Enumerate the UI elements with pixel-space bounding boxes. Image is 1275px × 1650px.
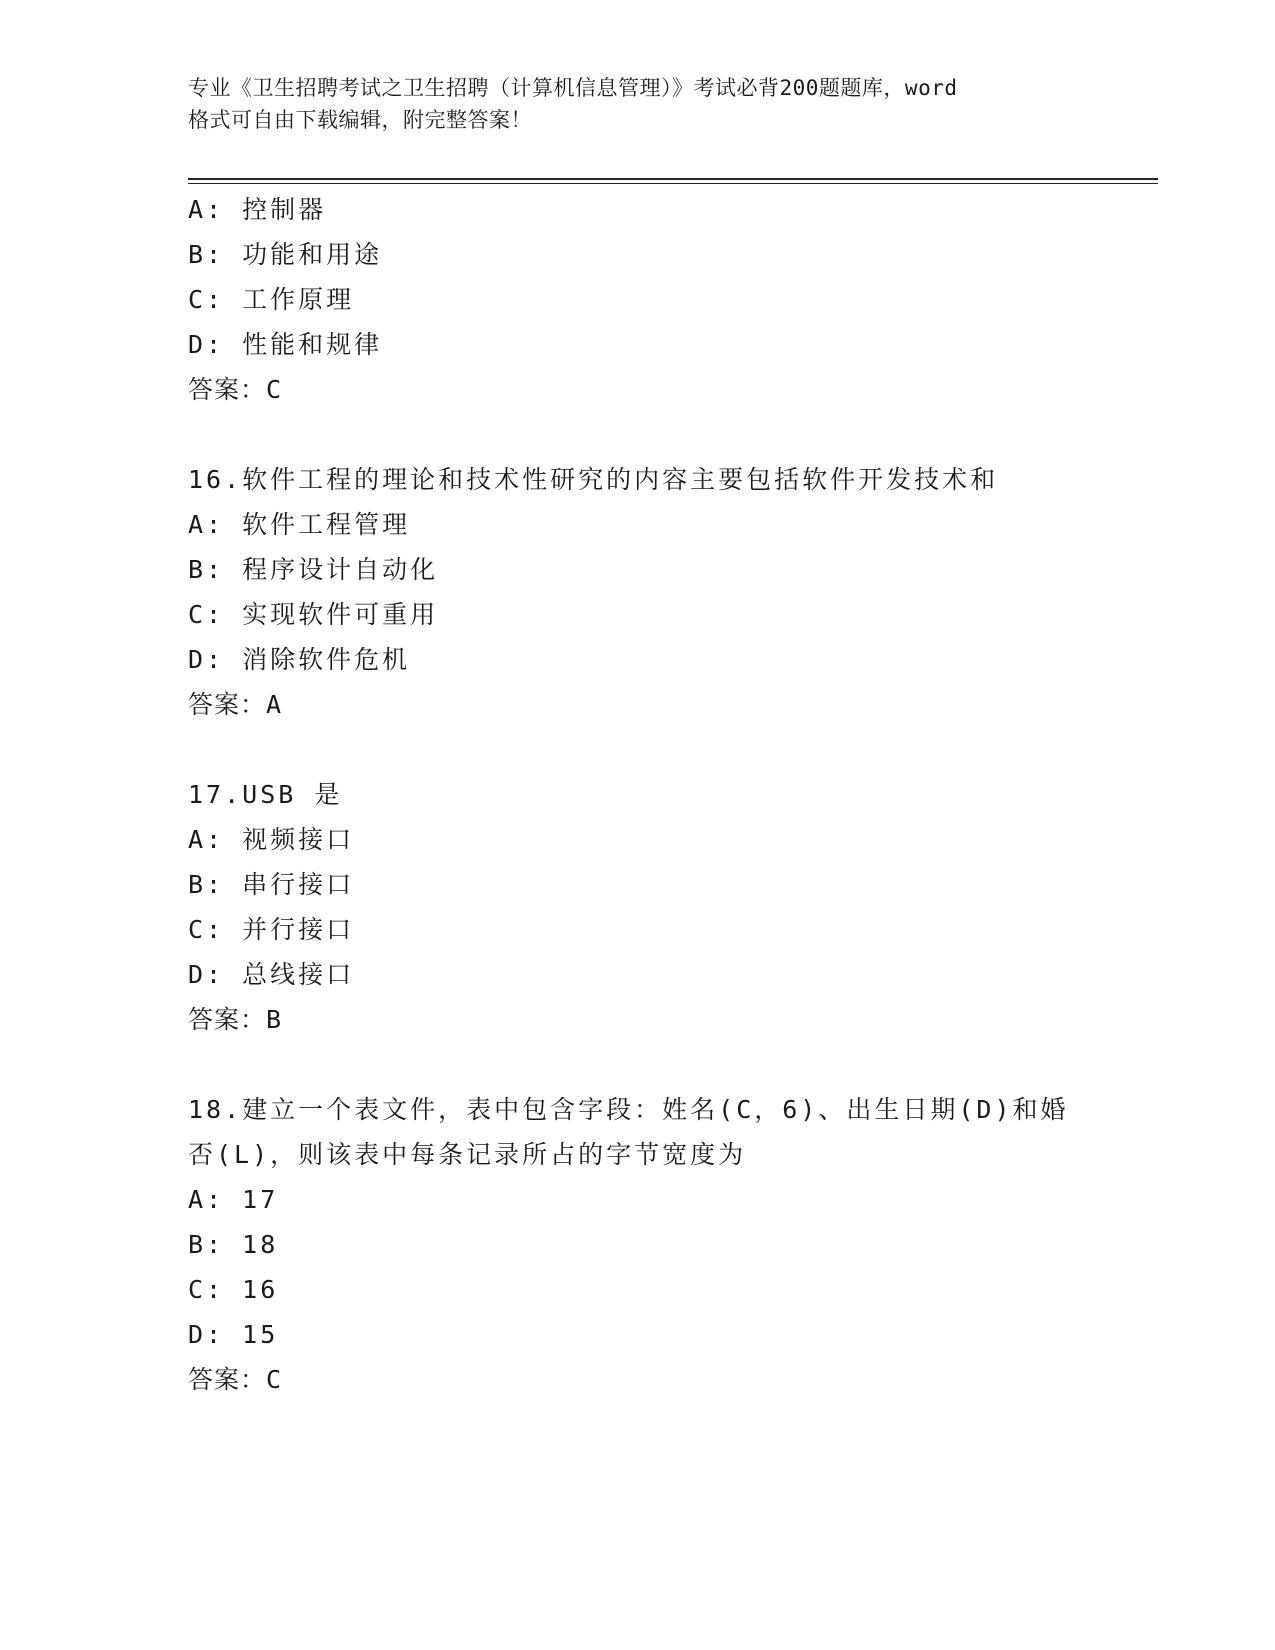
- answer-label: 答案：: [188, 690, 267, 719]
- q18-option-c: C: 16: [188, 1275, 279, 1304]
- q15-option-d: D: 性能和规律: [188, 330, 383, 359]
- q18-question-line-1: 18.建立一个表文件，表中包含字段：姓名(C，6)、出生日期(D)和婚: [188, 1095, 1069, 1124]
- q15-option-b: B: 功能和用途: [188, 240, 383, 269]
- q16-option-b: B: 程序设计自动化: [188, 555, 439, 584]
- answer-label: 答案：: [188, 375, 267, 404]
- answer-value: C: [266, 375, 283, 404]
- header-divider-bottom: [188, 183, 1158, 184]
- header-divider-top: [188, 178, 1158, 180]
- q17-question: 17.USB 是: [188, 780, 343, 809]
- q16-answer: [188, 689, 282, 721]
- q17-option-b: B: 串行接口: [188, 870, 355, 899]
- answer-label: 答案：: [188, 1365, 267, 1394]
- q17-option-c: C: 并行接口: [188, 915, 355, 944]
- q15-option-a: A: 控制器: [188, 195, 327, 224]
- q16-option-a: A: 软件工程管理: [188, 510, 411, 539]
- answer-value: C: [266, 1365, 283, 1394]
- q18-option-b: B: 18: [188, 1230, 279, 1259]
- q18-option-d: D: 15: [188, 1320, 279, 1349]
- q17-answer: [188, 1004, 282, 1036]
- q17-option-a: A: 视频接口: [188, 825, 355, 854]
- q15-option-c: C: 工作原理: [188, 285, 355, 314]
- header-line-1: 专业《卫生招聘考试之卫生招聘（计算机信息管理）》考试必背200题题库，word: [188, 76, 958, 100]
- header-line-2: 格式可自由下载编辑，附完整答案！: [188, 108, 532, 132]
- answer-label: 答案：: [188, 1005, 267, 1034]
- answer-value: B: [266, 1005, 283, 1034]
- q17-option-d: D: 总线接口: [188, 960, 355, 989]
- q18-question-line-2: 否(L)，则该表中每条记录所占的字节宽度为: [188, 1140, 747, 1169]
- q15-answer: [188, 374, 282, 406]
- q16-option-c: C: 实现软件可重用: [188, 600, 439, 629]
- document-header: [188, 72, 1088, 136]
- q18-option-a: A: 17: [188, 1185, 279, 1214]
- answer-value: A: [266, 690, 283, 719]
- q16-option-d: D: 消除软件危机: [188, 645, 411, 674]
- q16-question: 16.软件工程的理论和技术性研究的内容主要包括软件开发技术和: [188, 465, 999, 494]
- q18-answer: [188, 1364, 282, 1396]
